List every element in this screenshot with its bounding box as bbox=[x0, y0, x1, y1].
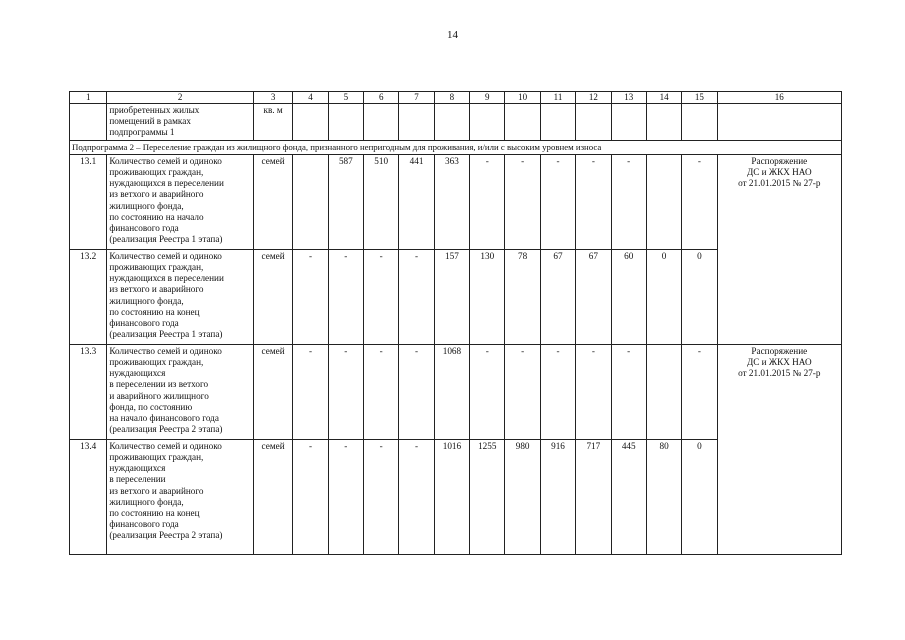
page-number: 14 bbox=[447, 29, 458, 41]
value-cell: - bbox=[364, 439, 399, 554]
value-cell bbox=[576, 103, 611, 140]
value-cell: - bbox=[364, 249, 399, 344]
column-number: 9 bbox=[470, 92, 505, 104]
document-cell bbox=[717, 154, 841, 344]
name-line: проживающих граждан, bbox=[109, 166, 204, 177]
value-cell: - bbox=[470, 344, 505, 439]
value-cell: - bbox=[364, 344, 399, 439]
table-row bbox=[70, 344, 842, 439]
column-number: 14 bbox=[646, 92, 681, 104]
value-cell: - bbox=[505, 154, 540, 249]
column-number: 16 bbox=[717, 92, 841, 104]
value-cell: - bbox=[293, 249, 328, 344]
table-body bbox=[70, 92, 842, 555]
column-number: 11 bbox=[540, 92, 575, 104]
value-cell: - bbox=[293, 344, 328, 439]
table-row bbox=[70, 154, 842, 249]
value-cell: 1016 bbox=[434, 439, 469, 554]
indicator-name-cell bbox=[107, 249, 254, 344]
column-number: 12 bbox=[576, 92, 611, 104]
unit-cell: семей bbox=[253, 154, 292, 249]
name-line: помещений в рамках bbox=[109, 116, 191, 127]
name-line: (реализация Реестра 2 этапа) bbox=[109, 424, 223, 435]
name-line: проживающих граждан, bbox=[109, 451, 204, 462]
name-line: (реализация Реестра 2 этапа) bbox=[109, 530, 223, 541]
value-cell: 510 bbox=[364, 154, 399, 249]
value-cell: 80 bbox=[646, 439, 681, 554]
value-cell bbox=[293, 103, 328, 140]
name-line: финансового года bbox=[109, 519, 179, 530]
value-cell: 0 bbox=[682, 249, 717, 344]
document-line: Распоряжение bbox=[751, 345, 808, 356]
value-cell: 717 bbox=[576, 439, 611, 554]
column-number: 6 bbox=[364, 92, 399, 104]
value-cell bbox=[505, 103, 540, 140]
name-line: нуждающихся bbox=[109, 368, 166, 379]
name-line: Количество семей и одиноко bbox=[109, 440, 222, 451]
value-cell: 130 bbox=[470, 249, 505, 344]
section-title: Подпрограмма 2 – Переселение граждан из жилищного фонда, признанного непригодным для проживания, и/или с высоким уровнем износа bbox=[70, 140, 842, 154]
name-line: финансового года bbox=[109, 223, 179, 233]
value-cell: - bbox=[399, 344, 434, 439]
value-cell: 363 bbox=[434, 154, 469, 249]
value-cell bbox=[646, 344, 681, 439]
column-number: 8 bbox=[434, 92, 469, 104]
name-line: жилищного фонда, bbox=[109, 200, 184, 211]
table-row-carryover bbox=[70, 103, 842, 140]
value-cell bbox=[646, 154, 681, 249]
indicator-name-cell bbox=[107, 344, 254, 439]
value-cell: 0 bbox=[646, 249, 681, 344]
value-cell: - bbox=[328, 439, 363, 554]
value-cell: 1068 bbox=[434, 344, 469, 439]
unit-cell: семей bbox=[253, 439, 292, 554]
name-line: из ветхого и аварийного bbox=[109, 189, 204, 200]
document-cell bbox=[717, 103, 841, 140]
value-cell: - bbox=[611, 344, 646, 439]
value-cell: - bbox=[540, 344, 575, 439]
name-line: по состоянию на конец bbox=[109, 306, 200, 317]
name-line: проживающих граждан, bbox=[109, 261, 204, 272]
row-number-cell: 13.1 bbox=[70, 154, 107, 249]
document-line: Распоряжение bbox=[751, 155, 808, 166]
name-line: в переселении bbox=[109, 474, 166, 485]
value-cell bbox=[399, 103, 434, 140]
unit-cell: семей bbox=[253, 249, 292, 344]
value-cell: 157 bbox=[434, 249, 469, 344]
column-number: 1 bbox=[70, 92, 107, 104]
value-cell: - bbox=[470, 154, 505, 249]
row-number-cell: 13.2 bbox=[70, 249, 107, 344]
indicator-name-cell bbox=[107, 154, 254, 249]
value-cell: - bbox=[505, 344, 540, 439]
value-cell: - bbox=[682, 344, 717, 439]
name-line: нуждающихся bbox=[109, 463, 166, 474]
value-cell bbox=[328, 103, 363, 140]
value-cell bbox=[434, 103, 469, 140]
value-cell bbox=[293, 154, 328, 249]
indicator-name-cell bbox=[107, 103, 254, 140]
value-cell: - bbox=[328, 344, 363, 439]
column-number: 3 bbox=[253, 92, 292, 104]
name-line: проживающих граждан, bbox=[109, 356, 204, 367]
name-line: по состоянию на начало bbox=[109, 211, 204, 222]
value-cell: - bbox=[293, 439, 328, 554]
value-cell: - bbox=[399, 439, 434, 554]
value-cell: - bbox=[540, 154, 575, 249]
row-number-cell bbox=[70, 103, 107, 140]
document-line: от 21.01.2015 № 27-р bbox=[738, 178, 821, 189]
value-cell: - bbox=[682, 154, 717, 249]
value-cell bbox=[646, 103, 681, 140]
document-cell bbox=[717, 344, 841, 554]
name-line: и аварийного жилищного bbox=[109, 390, 209, 401]
section-row bbox=[70, 140, 842, 154]
column-number: 5 bbox=[328, 92, 363, 104]
row-number-cell: 13.3 bbox=[70, 344, 107, 439]
value-cell: - bbox=[576, 154, 611, 249]
name-line: жилищного фонда, bbox=[109, 295, 184, 306]
value-cell bbox=[470, 103, 505, 140]
value-cell: 60 bbox=[611, 249, 646, 344]
unit-cell: кв. м bbox=[253, 103, 292, 140]
column-number: 15 bbox=[682, 92, 717, 104]
name-line: Количество семей и одиноко bbox=[109, 155, 222, 166]
name-line: подпрограммы 1 bbox=[109, 127, 175, 138]
value-cell: - bbox=[611, 154, 646, 249]
value-cell bbox=[611, 103, 646, 140]
value-cell: 916 bbox=[540, 439, 575, 554]
name-line: нуждающихся в переселении bbox=[109, 273, 224, 284]
value-cell: - bbox=[328, 249, 363, 344]
value-cell: 67 bbox=[540, 249, 575, 344]
name-line: по состоянию на конец bbox=[109, 508, 200, 518]
value-cell: - bbox=[576, 344, 611, 439]
name-line: в переселении из ветхого bbox=[109, 379, 209, 390]
name-line: финансового года bbox=[109, 318, 179, 328]
name-line: (реализация Реестра 1 этапа) bbox=[109, 234, 223, 245]
document-line: ДС и ЖКХ НАО bbox=[746, 356, 812, 367]
column-number: 13 bbox=[611, 92, 646, 104]
indicator-name-cell bbox=[107, 439, 254, 554]
name-line: на начало финансового года bbox=[109, 413, 219, 423]
value-cell: 441 bbox=[399, 154, 434, 249]
value-cell: 980 bbox=[505, 439, 540, 554]
document-line: от 21.01.2015 № 27-р bbox=[738, 368, 821, 379]
row-number-cell: 13.4 bbox=[70, 439, 107, 554]
value-cell bbox=[682, 103, 717, 140]
column-number: 10 bbox=[505, 92, 540, 104]
value-cell bbox=[540, 103, 575, 140]
name-line: жилищного фонда, bbox=[109, 496, 184, 507]
value-cell: 1255 bbox=[470, 439, 505, 554]
name-line: из ветхого и аварийного bbox=[109, 485, 204, 496]
document-line: ДС и ЖКХ НАО bbox=[746, 166, 812, 177]
value-cell: - bbox=[399, 249, 434, 344]
name-line: Количество семей и одиноко bbox=[109, 250, 222, 261]
name-line: Количество семей и одиноко bbox=[109, 345, 222, 356]
name-line: фонда, по состоянию bbox=[109, 401, 193, 412]
indicators-table bbox=[69, 91, 842, 555]
name-line: (реализация Реестра 1 этапа) bbox=[109, 329, 223, 340]
name-line: нуждающихся в переселении bbox=[109, 178, 224, 189]
column-number: 7 bbox=[399, 92, 434, 104]
column-number: 4 bbox=[293, 92, 328, 104]
value-cell: 78 bbox=[505, 249, 540, 344]
value-cell: 587 bbox=[328, 154, 363, 249]
name-line: из ветхого и аварийного bbox=[109, 284, 204, 295]
column-number: 2 bbox=[107, 92, 254, 104]
unit-cell: семей bbox=[253, 344, 292, 439]
value-cell: 445 bbox=[611, 439, 646, 554]
name-line: приобретенных жилых bbox=[109, 104, 200, 115]
column-number-row bbox=[70, 92, 842, 104]
value-cell: 0 bbox=[682, 439, 717, 554]
value-cell: 67 bbox=[576, 249, 611, 344]
value-cell bbox=[364, 103, 399, 140]
